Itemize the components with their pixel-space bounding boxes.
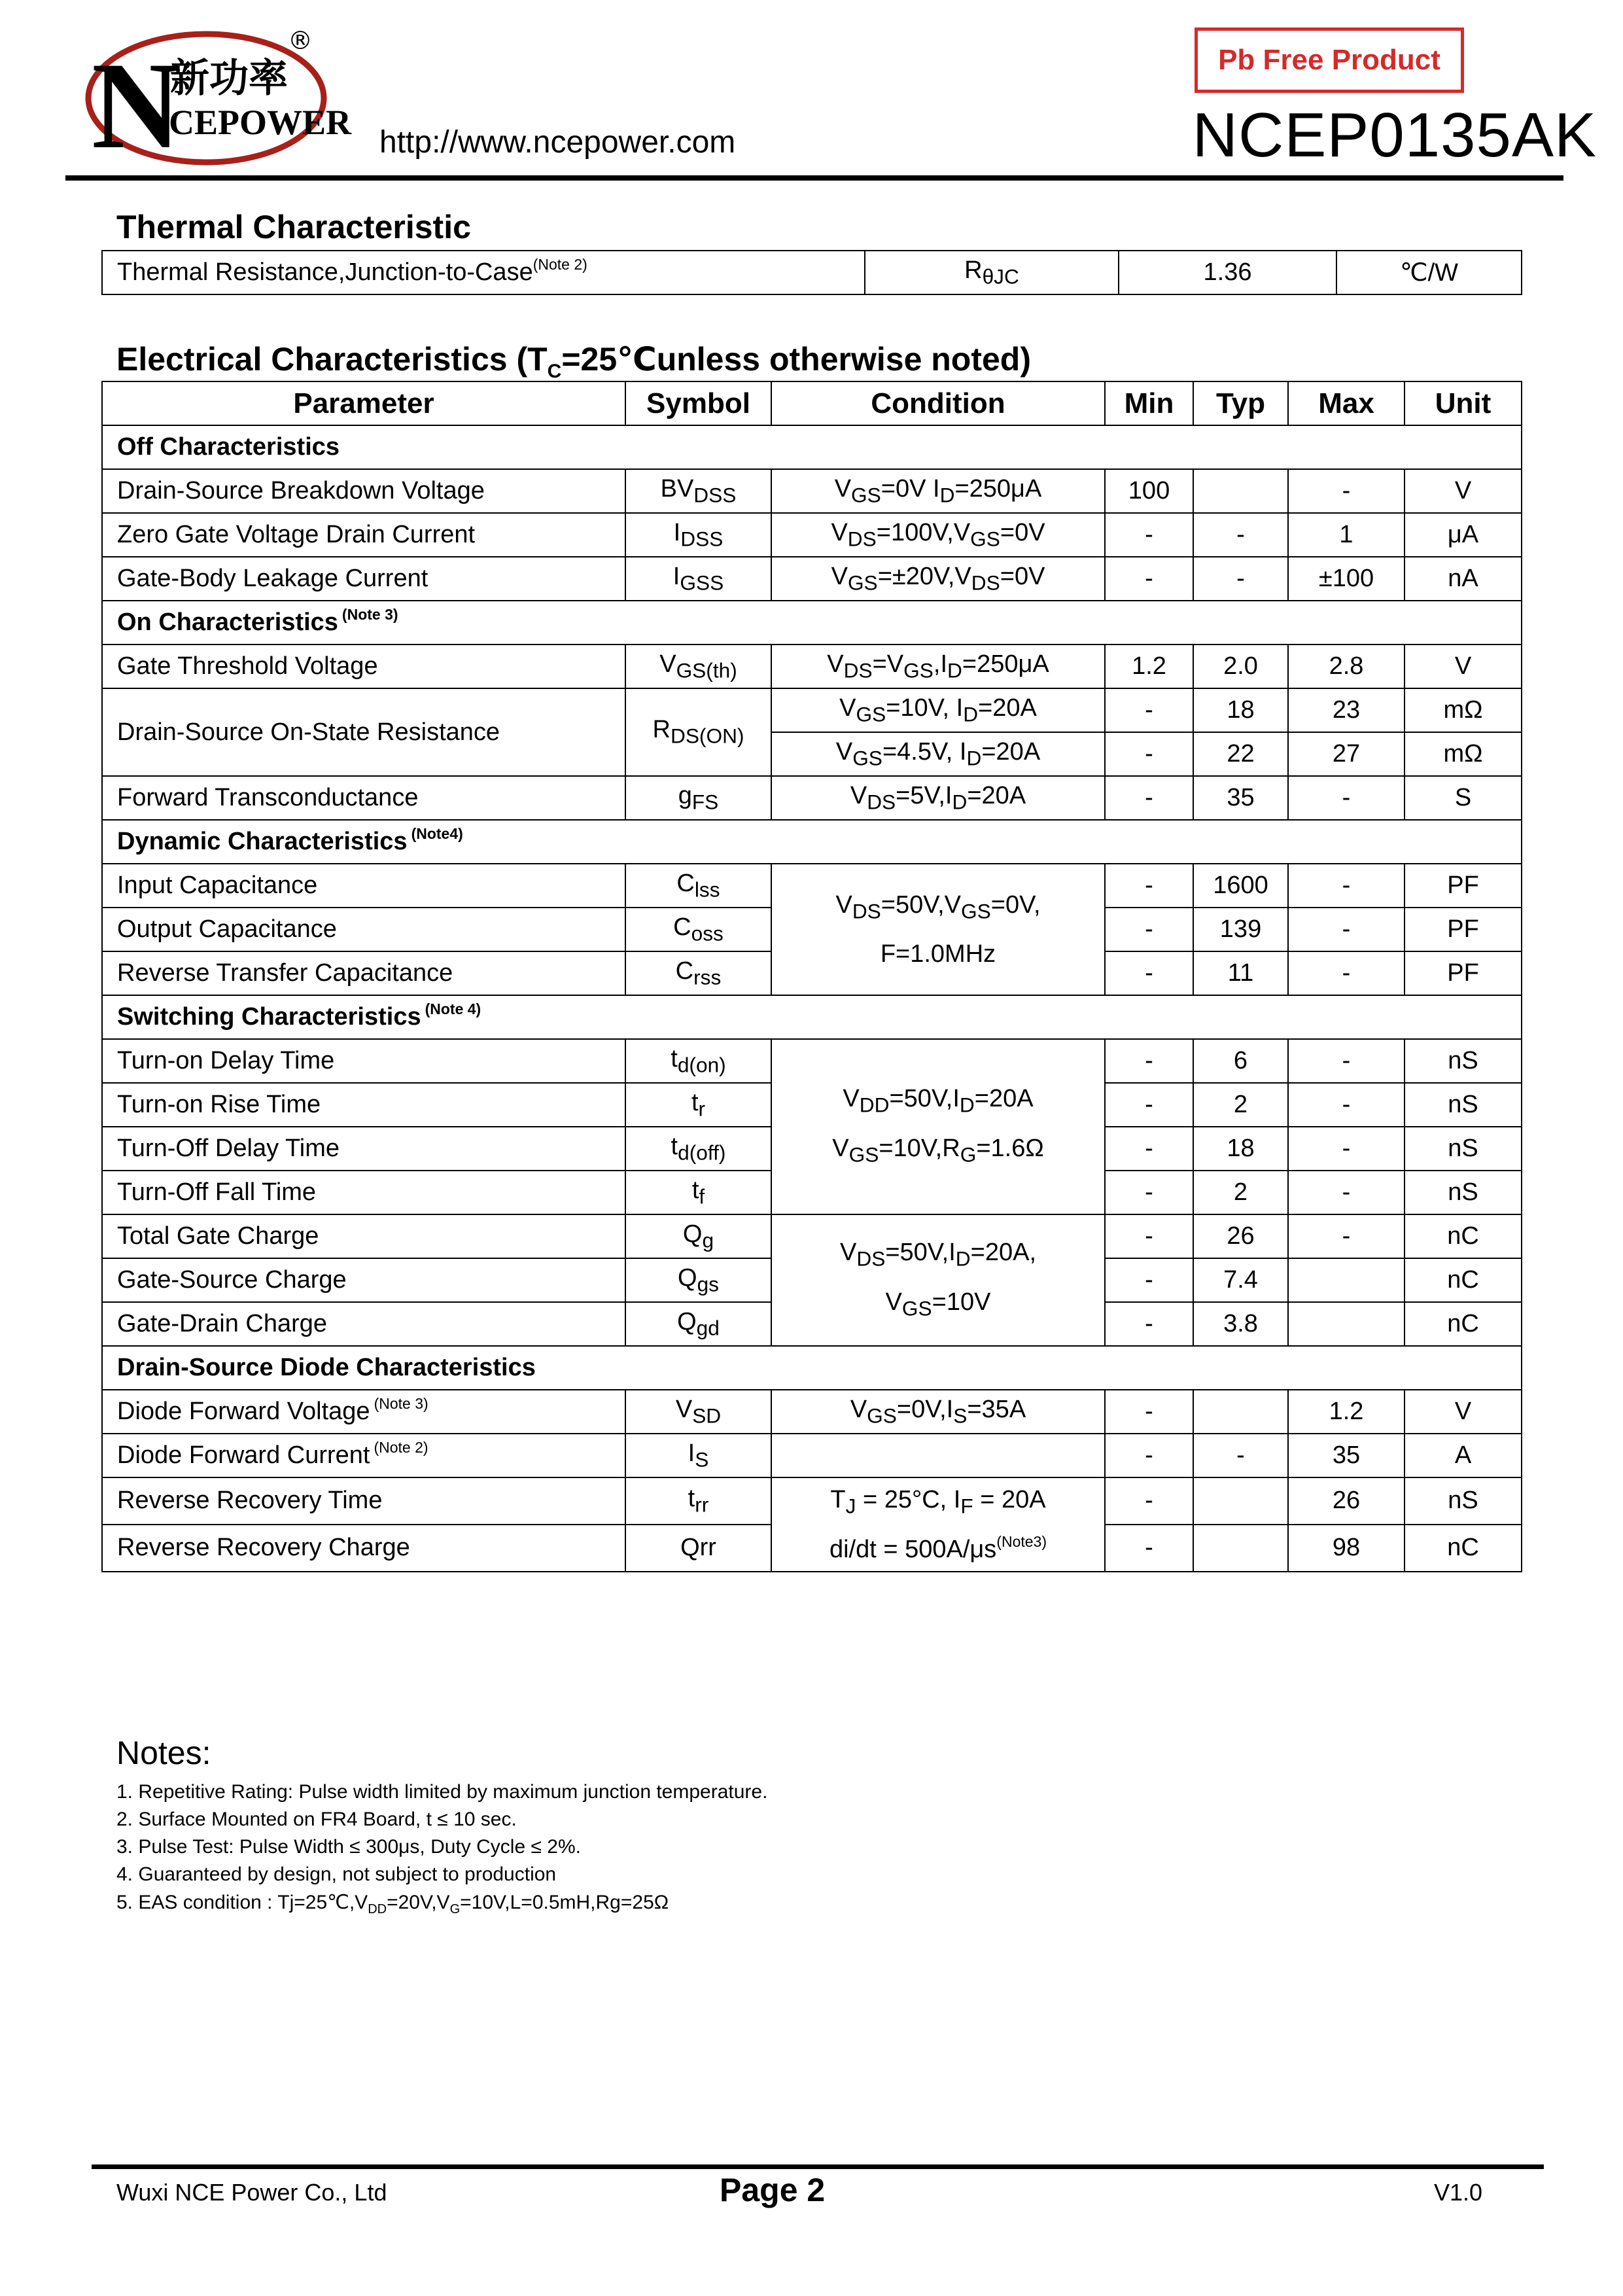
unit-cell: nS: [1405, 1039, 1522, 1083]
condition-cell: $V_{DS}=100V,V_{GS}=0V$: [771, 513, 1105, 557]
typ-cell: [1193, 1390, 1288, 1434]
unit-cell: A: [1405, 1434, 1522, 1477]
param-cell: Turn-on Delay Time: [102, 1039, 625, 1083]
thermal-param: Thermal Resistance,Junction-to-Case$^{(Note 2)}$: [102, 251, 865, 294]
section-off-title: Off Characteristics: [102, 425, 1522, 469]
symbol-cell: $I_S$: [625, 1434, 771, 1477]
max-cell: 1: [1288, 513, 1405, 557]
symbol-cell: $g_{FS}$: [625, 776, 771, 820]
min-cell: -: [1105, 1214, 1193, 1258]
max-cell: 98: [1288, 1525, 1405, 1572]
param-cell: Forward Transconductance: [102, 776, 625, 820]
unit-cell: V: [1405, 645, 1522, 688]
min-cell: -: [1105, 1477, 1193, 1525]
min-cell: -: [1105, 1171, 1193, 1214]
min-cell: -: [1105, 864, 1193, 908]
notes-title: Notes:: [116, 1735, 211, 1771]
condition-cell: $V_{DS}=V_{GS},I_D=250\mu A$: [771, 645, 1105, 688]
min-cell: -: [1105, 513, 1193, 557]
page-number: Page 2: [720, 2172, 826, 2208]
table-row: [102, 1039, 1522, 1083]
footer-divider: [92, 2164, 1544, 2169]
param-cell: Zero Gate Voltage Drain Current: [102, 513, 625, 557]
electrical-table: [101, 381, 1522, 1572]
table-row: [102, 776, 1522, 820]
min-cell: 1.2: [1105, 645, 1193, 688]
unit-cell: S: [1405, 776, 1522, 820]
unit-cell: nC: [1405, 1525, 1522, 1572]
max-cell: [1288, 1302, 1405, 1346]
max-cell: 23: [1288, 688, 1405, 732]
pb-free-badge: [1195, 27, 1464, 93]
max-cell: 26: [1288, 1477, 1405, 1525]
param-cell: Gate-Body Leakage Current: [102, 557, 625, 601]
col-min: Min: [1105, 381, 1193, 425]
thermal-symbol: $R_{\theta JC}$: [865, 251, 1119, 294]
col-typ: Typ: [1193, 381, 1288, 425]
thermal-title: Thermal Characteristic: [116, 209, 471, 245]
param-cell: Gate Threshold Voltage: [102, 645, 625, 688]
min-cell: -: [1105, 557, 1193, 601]
section-row-diode: [102, 1346, 1522, 1390]
table-row: [102, 513, 1522, 557]
typ-cell: -: [1193, 1434, 1288, 1477]
unit-cell: nS: [1405, 1171, 1522, 1214]
typ-cell: 22: [1193, 732, 1288, 776]
unit-cell: μA: [1405, 513, 1522, 557]
min-cell: -: [1105, 951, 1193, 995]
param-cell: Turn-Off Fall Time: [102, 1171, 625, 1214]
unit-cell: nS: [1405, 1127, 1522, 1171]
max-cell: [1288, 1258, 1405, 1302]
min-cell: 100: [1105, 469, 1193, 513]
registered-mark: ®: [288, 26, 313, 55]
condition-cell: $V_{DS}=50V,V_{GS}=0V$, F=1.0MHz: [771, 864, 1105, 995]
company-logo: [79, 20, 352, 175]
max-cell: -: [1288, 1171, 1405, 1214]
min-cell: -: [1105, 688, 1193, 732]
max-cell: -: [1288, 1214, 1405, 1258]
note-5: 5. EAS condition : $Tj=25℃,V_{DD}=20V,V_G=10V,L=0.5mH,Rg=25\Omega$: [116, 1892, 669, 1916]
max-cell: -: [1288, 864, 1405, 908]
symbol-cell: $Q_{gs}$: [625, 1258, 771, 1302]
max-cell: ±100: [1288, 557, 1405, 601]
max-cell: 35: [1288, 1434, 1405, 1477]
symbol-cell: $t_f$: [625, 1171, 771, 1214]
typ-cell: 18: [1193, 1127, 1288, 1171]
param-cell: Turn-on Rise Time: [102, 1083, 625, 1127]
typ-cell: 18: [1193, 688, 1288, 732]
table-row: [102, 688, 1522, 732]
symbol-cell: $t_{rr}$: [625, 1477, 771, 1525]
symbol-cell: $R_{DS(ON)}$: [625, 688, 771, 776]
unit-cell: PF: [1405, 864, 1522, 908]
col-max: Max: [1288, 381, 1405, 425]
section-switching-title: Switching Characteristics $^{(Note 4)}$: [102, 995, 1522, 1039]
param-cell: Input Capacitance: [102, 864, 625, 908]
symbol-cell: $t_{d(on)}$: [625, 1039, 771, 1083]
section-row-off: [102, 425, 1522, 469]
min-cell: -: [1105, 1525, 1193, 1572]
col-parameter: Parameter: [102, 381, 625, 425]
unit-cell: nC: [1405, 1302, 1522, 1346]
min-cell: -: [1105, 1039, 1193, 1083]
param-cell: Gate-Source Charge: [102, 1258, 625, 1302]
table-row: [102, 1214, 1522, 1258]
unit-cell: nA: [1405, 557, 1522, 601]
typ-cell: 26: [1193, 1214, 1288, 1258]
symbol-cell: $t_{d(off)}$: [625, 1127, 771, 1171]
thermal-value: 1.36: [1119, 251, 1336, 294]
typ-cell: 35: [1193, 776, 1288, 820]
max-cell: -: [1288, 908, 1405, 951]
unit-cell: V: [1405, 469, 1522, 513]
unit-cell: V: [1405, 1390, 1522, 1434]
min-cell: -: [1105, 1302, 1193, 1346]
symbol-cell: $Q_g$: [625, 1214, 771, 1258]
typ-cell: 11: [1193, 951, 1288, 995]
table-row: [102, 557, 1522, 601]
thermal-table: [101, 250, 1522, 295]
header-row: [102, 381, 1522, 425]
unit-cell: PF: [1405, 908, 1522, 951]
condition-cell: [771, 1434, 1105, 1477]
symbol-cell: $V_{SD}$: [625, 1390, 771, 1434]
condition-cell: $V_{GS}=0V,I_S=35A$: [771, 1390, 1105, 1434]
logo-english: CEPOWER: [169, 103, 352, 142]
symbol-cell: $V_{GS(th)}$: [625, 645, 771, 688]
max-cell: -: [1288, 1127, 1405, 1171]
condition-cell: $V_{DS}=5V,I_D=20A$: [771, 776, 1105, 820]
symbol-cell: Qrr: [625, 1525, 771, 1572]
note-4: 4. Guaranteed by design, not subject to production: [116, 1863, 557, 1885]
typ-cell: [1193, 469, 1288, 513]
symbol-cell: $I_{DSS}$: [625, 513, 771, 557]
min-cell: -: [1105, 732, 1193, 776]
table-row: [102, 1434, 1522, 1477]
table-row: [102, 864, 1522, 908]
param-cell: Diode Forward Voltage $^{(Note 3)}$: [102, 1390, 625, 1434]
max-cell: 2.8: [1288, 645, 1405, 688]
table-row: [102, 1390, 1522, 1434]
condition-cell: $T_J = 25^\circ C$, $I_F = 20A$ $di/dt = 500A/\mu s^{(Note3)}$: [771, 1477, 1105, 1572]
table-row: [102, 469, 1522, 513]
typ-cell: 139: [1193, 908, 1288, 951]
section-dynamic-title: Dynamic Characteristics $^{(Note4)}$: [102, 820, 1522, 864]
typ-cell: 2: [1193, 1171, 1288, 1214]
symbol-cell: $C_{lss}$: [625, 864, 771, 908]
min-cell: -: [1105, 776, 1193, 820]
max-cell: 27: [1288, 732, 1405, 776]
condition-cell: $V_{GS}=4.5V$, $I_D=20A$: [771, 732, 1105, 776]
typ-cell: 6: [1193, 1039, 1288, 1083]
typ-cell: 2.0: [1193, 645, 1288, 688]
note-3: 3. Pulse Test: Pulse Width ≤ 300μs, Duty Cycle ≤ 2%.: [116, 1836, 581, 1858]
symbol-cell: $Q_{gd}$: [625, 1302, 771, 1346]
param-cell: Diode Forward Current $^{(Note 2)}$: [102, 1434, 625, 1477]
typ-cell: -: [1193, 513, 1288, 557]
min-cell: -: [1105, 1390, 1193, 1434]
thermal-unit: ℃/W: [1336, 251, 1522, 294]
typ-cell: 2: [1193, 1083, 1288, 1127]
min-cell: -: [1105, 908, 1193, 951]
param-cell: Turn-Off Delay Time: [102, 1127, 625, 1171]
min-cell: -: [1105, 1083, 1193, 1127]
unit-cell: PF: [1405, 951, 1522, 995]
unit-cell: mΩ: [1405, 688, 1522, 732]
unit-cell: nC: [1405, 1258, 1522, 1302]
condition-cell: $V_{DS}=50V,I_D=20A$, $V_{GS}=10V$: [771, 1214, 1105, 1346]
col-unit: Unit: [1405, 381, 1522, 425]
section-row-dynamic: [102, 820, 1522, 864]
param-cell: Reverse Recovery Charge: [102, 1525, 625, 1572]
version-label: V1.0: [1434, 2179, 1483, 2206]
col-condition: Condition: [771, 381, 1105, 425]
typ-cell: [1193, 1477, 1288, 1525]
max-cell: 1.2: [1288, 1390, 1405, 1434]
max-cell: -: [1288, 469, 1405, 513]
logo-graphic: [79, 20, 352, 175]
param-cell: Total Gate Charge: [102, 1214, 625, 1258]
max-cell: -: [1288, 1083, 1405, 1127]
table-row: [102, 1477, 1522, 1525]
param-cell: Reverse Recovery Time: [102, 1477, 625, 1525]
param-cell: Drain-Source On-State Resistance: [102, 688, 625, 776]
header-divider: [65, 175, 1563, 181]
symbol-cell: $C_{oss}$: [625, 908, 771, 951]
section-row-on: [102, 601, 1522, 645]
table-row: [102, 645, 1522, 688]
unit-cell: nS: [1405, 1477, 1522, 1525]
section-diode-title: Drain-Source Diode Characteristics: [102, 1346, 1522, 1390]
max-cell: -: [1288, 951, 1405, 995]
param-cell: Reverse Transfer Capacitance: [102, 951, 625, 995]
note-2: 2. Surface Mounted on FR4 Board, t ≤ 10 sec.: [116, 1809, 517, 1830]
min-cell: -: [1105, 1434, 1193, 1477]
typ-cell: 3.8: [1193, 1302, 1288, 1346]
company-name: Wuxi NCE Power Co., Ltd: [116, 2179, 387, 2206]
note-1: 1. Repetitive Rating: Pulse width limited by maximum junction temperature.: [116, 1781, 768, 1803]
min-cell: -: [1105, 1127, 1193, 1171]
website-url[interactable]: http://www.ncepower.com: [379, 125, 736, 160]
condition-cell: $V_{GS}=10V$, $I_D=20A$: [771, 688, 1105, 732]
col-symbol: Symbol: [625, 381, 771, 425]
param-cell: Drain-Source Breakdown Voltage: [102, 469, 625, 513]
unit-cell: nC: [1405, 1214, 1522, 1258]
condition-cell: $V_{GS}=\pm 20V,V_{DS}=0V$: [771, 557, 1105, 601]
symbol-cell: $I_{GSS}$: [625, 557, 771, 601]
logo-n: N: [92, 37, 182, 175]
part-number: NCEP0135AK: [1192, 100, 1597, 170]
symbol-cell: $BV_{DSS}$: [625, 469, 771, 513]
symbol-cell: $t_r$: [625, 1083, 771, 1127]
max-cell: -: [1288, 1039, 1405, 1083]
condition-cell: $V_{GS}=0V$ $I_D=250\mu A$: [771, 469, 1105, 513]
param-cell: Output Capacitance: [102, 908, 625, 951]
condition-cell: $V_{DD}=50V,I_D=20A$ $V_{GS}=10V,R_G=1.6\Omega$: [771, 1039, 1105, 1214]
min-cell: -: [1105, 1258, 1193, 1302]
typ-cell: 7.4: [1193, 1258, 1288, 1302]
param-cell: Gate-Drain Charge: [102, 1302, 625, 1346]
typ-cell: [1193, 1525, 1288, 1572]
max-cell: -: [1288, 776, 1405, 820]
logo-chinese: 新功率: [170, 56, 288, 101]
unit-cell: mΩ: [1405, 732, 1522, 776]
symbol-cell: $C_{rss}$: [625, 951, 771, 995]
section-row-switching: [102, 995, 1522, 1039]
typ-cell: 1600: [1193, 864, 1288, 908]
thermal-note: (Note 2): [532, 256, 587, 273]
unit-cell: nS: [1405, 1083, 1522, 1127]
pb-free-label: Pb Free Product: [1218, 44, 1440, 76]
electrical-title: Electrical Characteristics ($T_C=25℃unless$ otherwise noted): [116, 341, 1032, 382]
thermal-row: [102, 251, 1522, 294]
section-on-title: On Characteristics $^{(Note 3)}$: [102, 601, 1522, 645]
typ-cell: -: [1193, 557, 1288, 601]
